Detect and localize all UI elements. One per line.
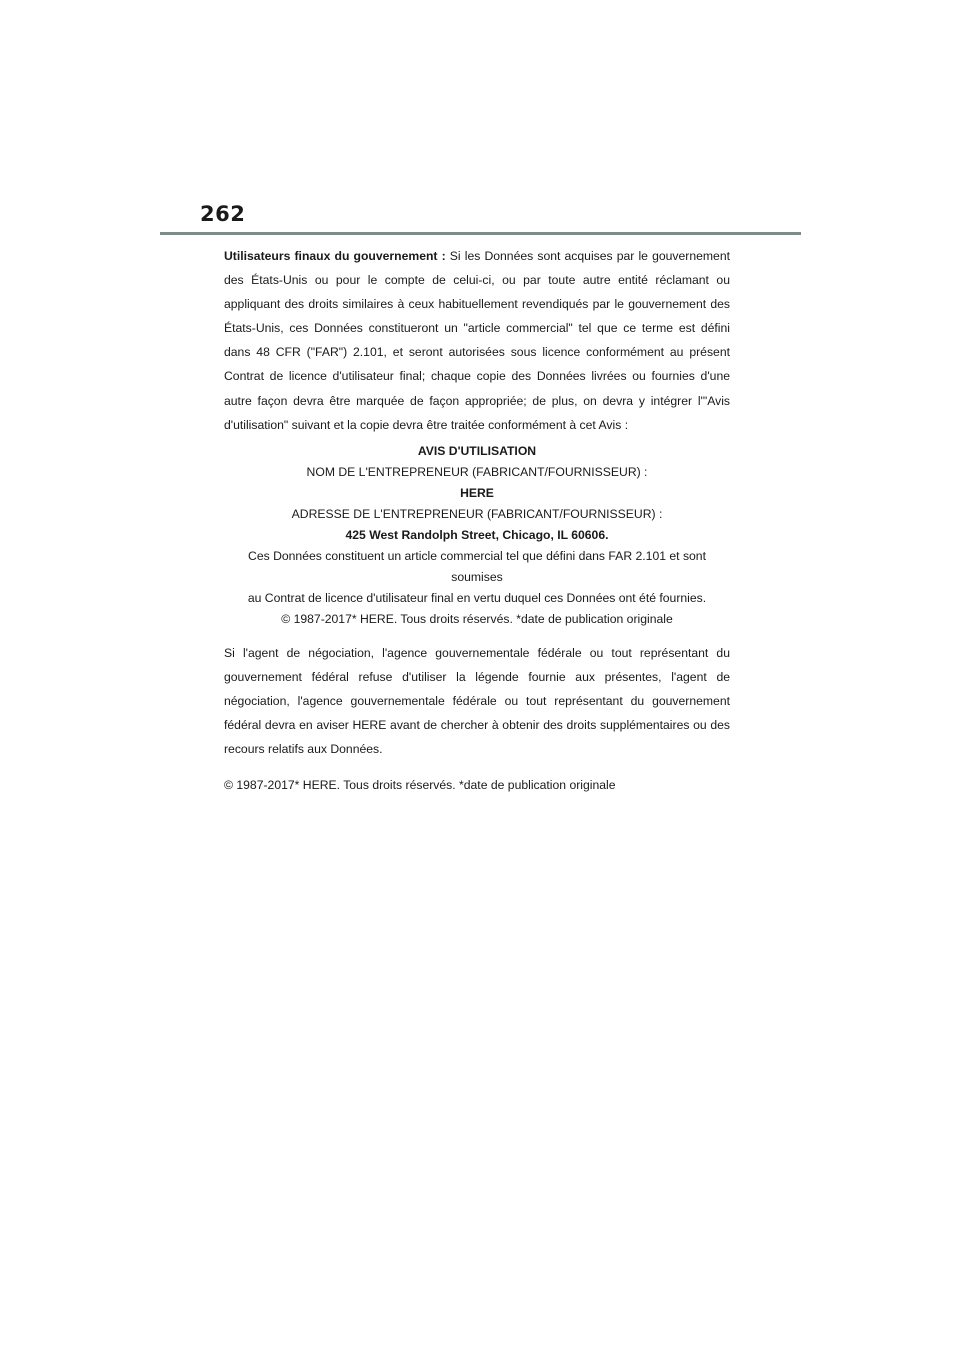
contractor-name: HERE (460, 485, 494, 500)
government-users-text: Si les Données sont acquises par le gouvernement des États-Unis ou pour le compte de celui-ci, ou par toute autre entité réclamant ou appliquant des droits similaires à ceux habituellement revendiqués par le gouvernement des États-Unis, ces Données constitueront un "article commercial" tel que ce terme est défini dans 48 CFR ("FAR") 2.101, et seront autorisées sous licence conformément au présent Contrat de licence d'utilisateur final; chaque copie des Données livrées ou fournies d'une autre façon devra être marquée de façon appropriée; de plus, on devra y intégrer l'"Avis d'utilisation" suivant et la copie devra être traitée conformément à cet Avis : (224, 249, 730, 432)
notice-copyright: © 1987-2017* HERE. Tous droits réservés. *date de publication originale (281, 611, 673, 626)
contractor-address-label: ADRESSE DE L'ENTREPRENEUR (FABRICANT/FOURNISSEUR) : (291, 506, 663, 521)
document-body (224, 244, 730, 797)
government-users-heading: Utilisateurs finaux du gouvernement : (224, 249, 446, 263)
copyright-line: © 1987-2017* HERE. Tous droits réservés. *date de publication originale (224, 778, 616, 793)
notice-of-use-block (224, 441, 730, 630)
legend-refusal-paragraph: Si l'agent de négociation, l'agence gouvernementale fédérale ou tout représentant du gouvernement fédéral refuse d'utiliser la légende fournie aux présentes, l'agent de négociation, l'agence gouvernementale fédérale ou tout représentant du gouvernement fédéral devra en aviser HERE avant de chercher à obtenir des droits supplémentaires ou des recours relatifs aux Données. (224, 645, 730, 757)
notice-statement-line-1: Ces Données constituent un article commercial tel que défini dans FAR 2.101 et sont soumises (248, 548, 706, 584)
government-users-paragraph (224, 244, 730, 437)
notice-statement-line-2: au Contrat de licence d'utilisateur final en vertu duquel ces Données ont été fournies. (247, 590, 707, 605)
notice-title: AVIS D'UTILISATION (417, 443, 537, 458)
page-number: 262 (200, 202, 246, 226)
contractor-address: 425 West Randolph Street, Chicago, IL 60606. (345, 527, 609, 542)
header-rule (160, 232, 801, 235)
contractor-name-label: NOM DE L'ENTREPRENEUR (FABRICANT/FOURNISSEUR) : (306, 464, 648, 479)
